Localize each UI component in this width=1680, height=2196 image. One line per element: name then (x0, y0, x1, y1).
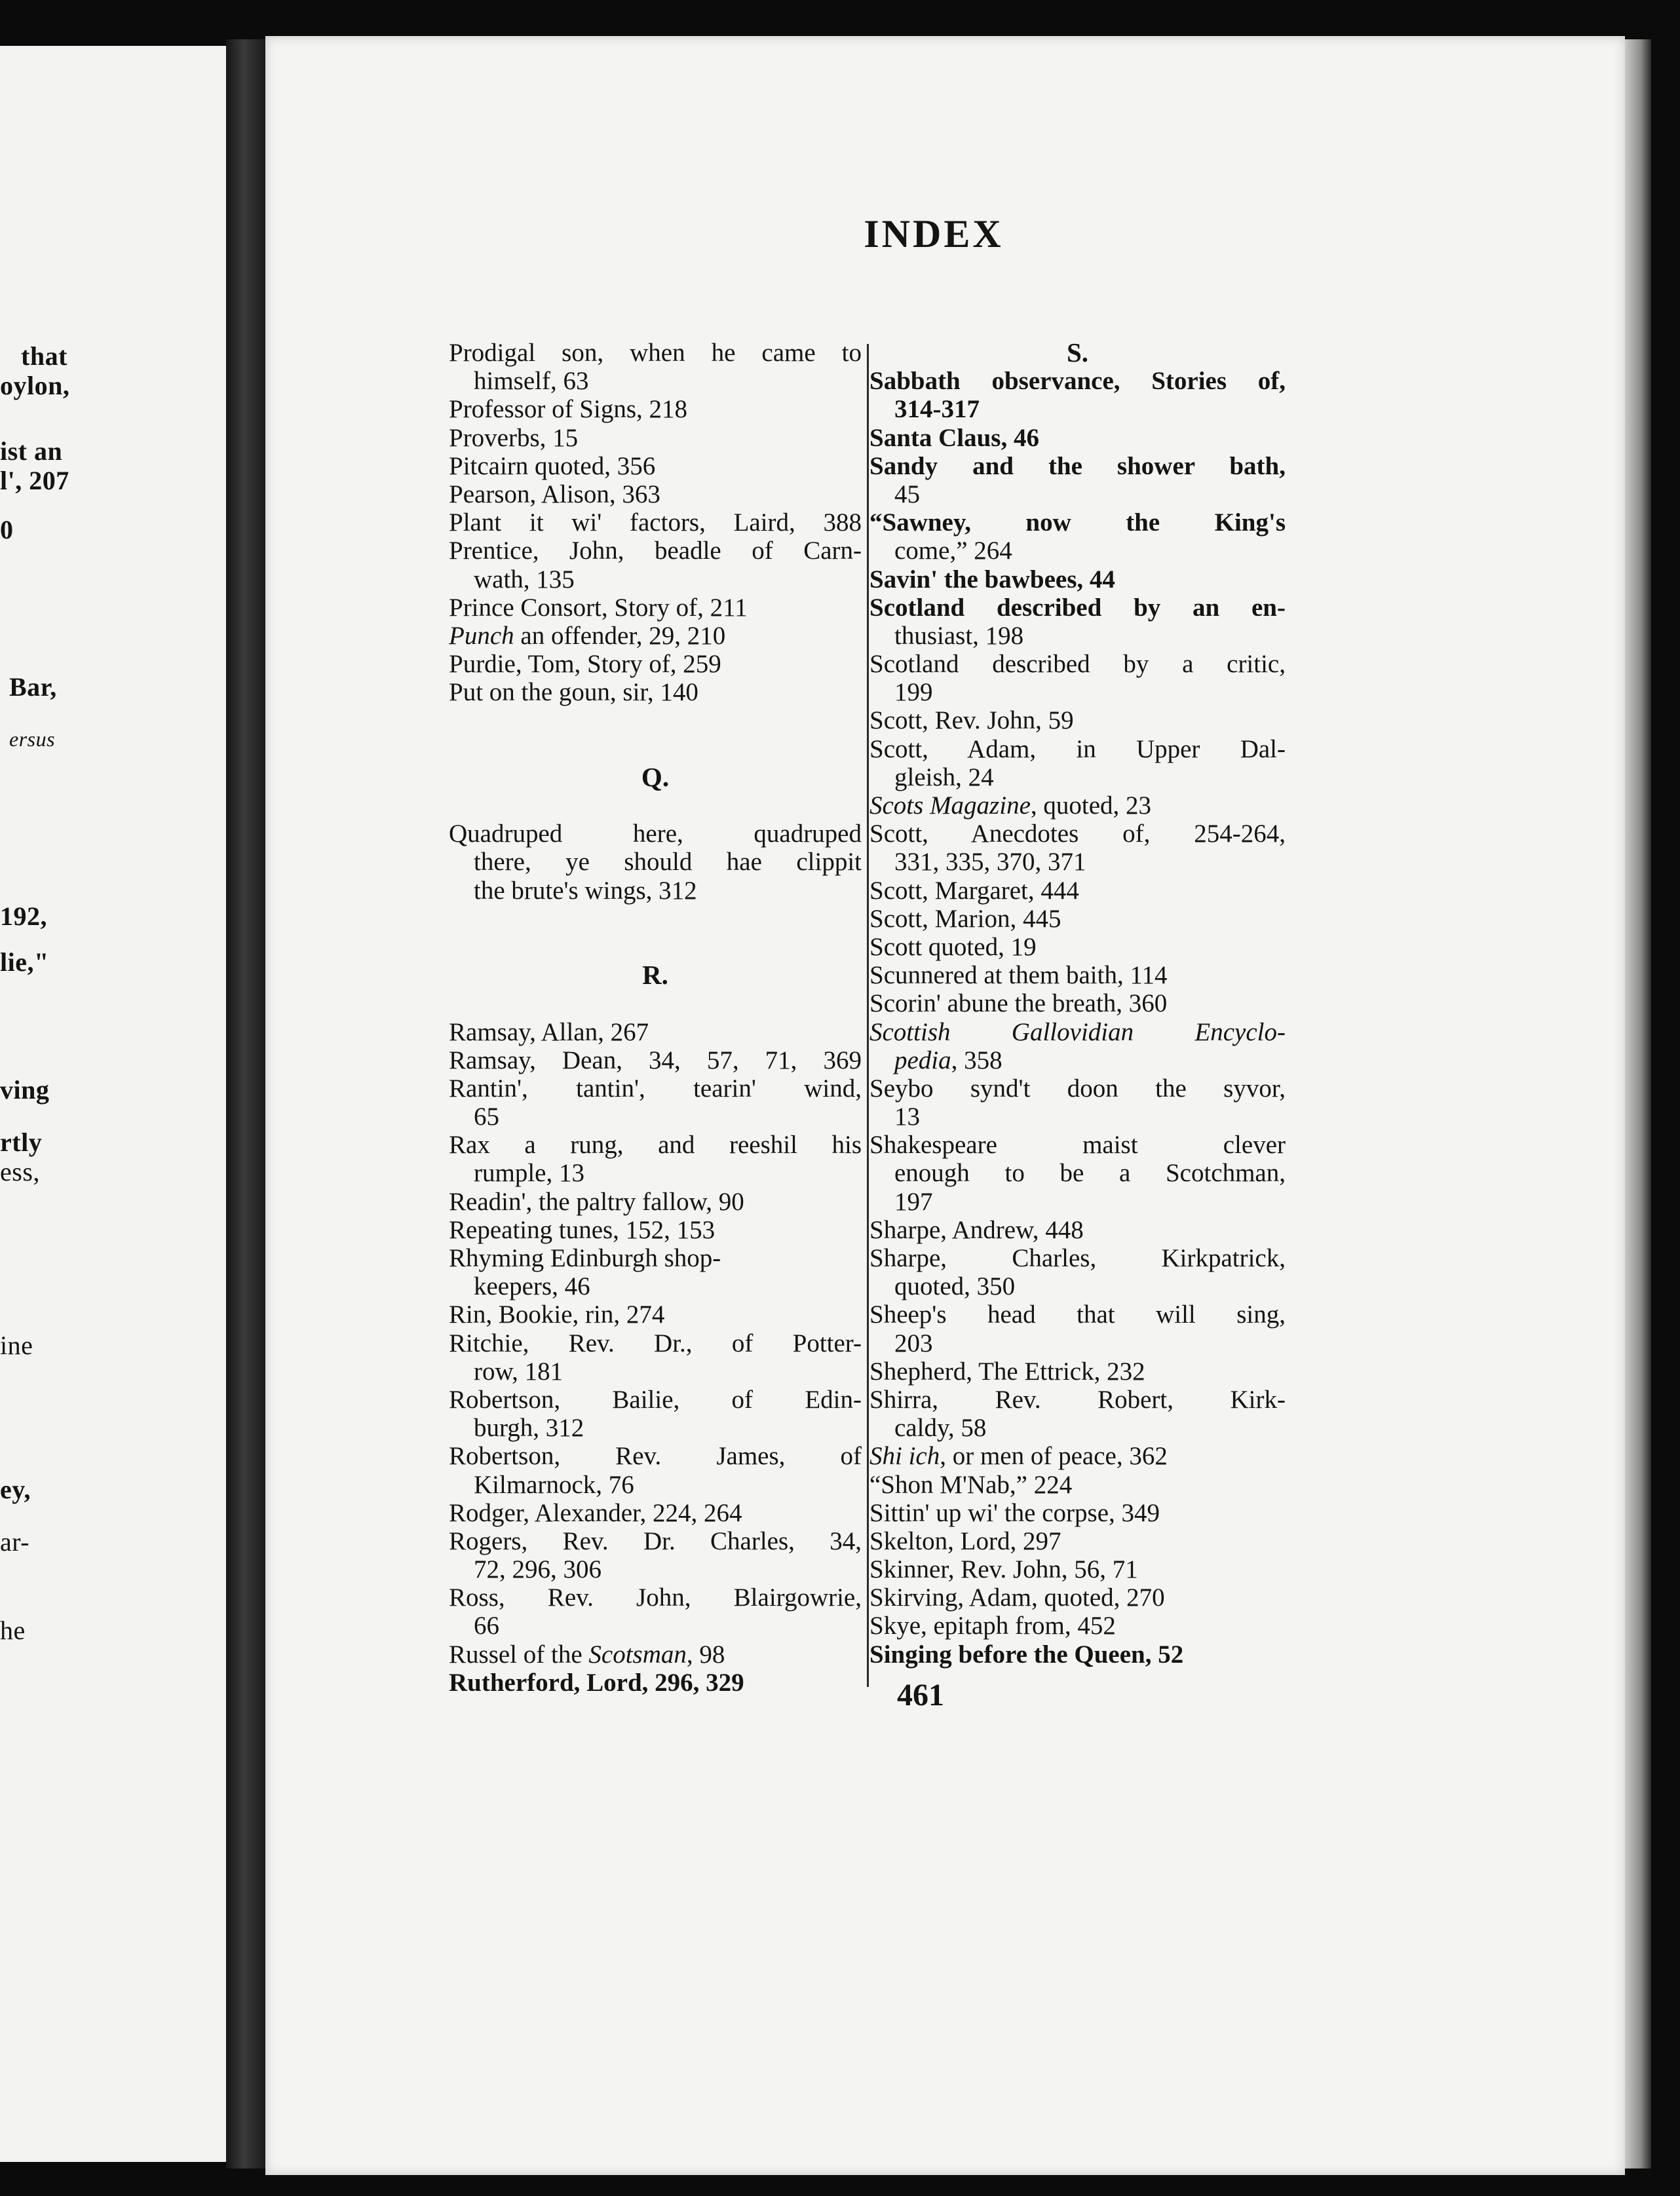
entry-italic-text: Punch (449, 621, 514, 650)
index-entry (449, 452, 862, 480)
index-entry (869, 791, 1286, 820)
entry-text: the brute's wings, 312 (474, 876, 697, 905)
entry-text: Sittin' up wi' the corpse, 349 (869, 1498, 1160, 1527)
entry-text: Pearson, Alison, 363 (449, 480, 660, 508)
section-letter: Q. (641, 761, 670, 792)
index-entry (869, 650, 1286, 678)
entry-text: Robertson, Bailie, of Edin- (449, 1385, 862, 1414)
entry-text: “Sawney, now the King's (869, 508, 1286, 537)
index-entry-continuation (449, 1471, 862, 1499)
index-entry-continuation (869, 1414, 1286, 1442)
facing-page-text: oylon, (0, 371, 70, 400)
index-entry-continuation (449, 877, 862, 905)
index-entry (869, 1555, 1286, 1583)
index-entry (449, 594, 862, 622)
facing-page-fragment (0, 46, 226, 2162)
entry-text: , quoted, 23 (1030, 791, 1152, 820)
entry-text: 197 (894, 1187, 933, 1216)
facing-page-text: ersus (9, 727, 56, 751)
entry-text: row, 181 (474, 1357, 563, 1386)
index-entry-continuation (869, 480, 1286, 508)
entry-italic-text: Shi ich (869, 1442, 940, 1471)
entry-text: Scott, Margaret, 444 (869, 876, 1079, 905)
section-letter: S. (1066, 337, 1089, 368)
entry-text: wath, 135 (474, 565, 575, 594)
entry-italic-text: Scotsman (588, 1640, 687, 1669)
index-entry (449, 480, 862, 508)
entry-text: 331, 335, 370, 371 (894, 848, 1086, 877)
entry-text: Rantin', tantin', tearin' wind, (449, 1074, 862, 1103)
index-entry-continuation (449, 1555, 862, 1583)
index-entry-continuation (869, 763, 1286, 791)
page-edge (1625, 39, 1651, 2168)
facing-page-text: ar- (0, 1527, 30, 1557)
index-entry (869, 1527, 1286, 1555)
entry-text: “Shon M'Nab,” 224 (869, 1470, 1073, 1499)
index-entry (869, 1300, 1286, 1329)
index-entry (869, 905, 1286, 933)
entry-text: Prentice, John, beadle of Carn- (449, 537, 862, 565)
index-entry (869, 424, 1286, 452)
index-entry-continuation (449, 1357, 862, 1386)
facing-page-text: 192, (0, 901, 47, 931)
entry-text: come,” 264 (894, 537, 1012, 565)
facing-page-text: he (0, 1616, 26, 1645)
entry-text: Sharpe, Charles, Kirkpatrick, (869, 1244, 1286, 1272)
entry-text: quoted, 350 (894, 1272, 1016, 1301)
entry-text: 72, 296, 306 (474, 1555, 601, 1584)
index-entry (449, 1329, 862, 1357)
entry-text: Sharpe, Andrew, 448 (869, 1215, 1084, 1244)
facing-page-text: that (21, 341, 67, 371)
entry-text: Professor of Signs, 218 (449, 395, 688, 424)
entry-text: Ross, Rev. John, Blairgowrie, (449, 1583, 862, 1612)
index-entry (449, 622, 862, 650)
entry-text: Scotland described by a critic, (869, 650, 1286, 679)
spacer (449, 706, 862, 734)
entry-text: 65 (474, 1103, 499, 1131)
index-entry (869, 1357, 1286, 1386)
entry-text: 45 (894, 480, 920, 508)
entry-text: Shakespeare maist clever (869, 1131, 1286, 1160)
index-entry-continuation (869, 537, 1286, 565)
index-entry (449, 1046, 862, 1074)
index-entry (869, 565, 1286, 594)
index-entry (869, 877, 1286, 905)
entry-text: Skirving, Adam, quoted, 270 (869, 1583, 1165, 1612)
entry-italic-text: Scots Magazine (869, 791, 1031, 820)
index-entry (869, 933, 1286, 961)
index-entry-continuation (449, 1159, 862, 1187)
index-entry-continuation (449, 1272, 862, 1300)
column-divider (867, 344, 869, 1687)
entry-text: rumple, 13 (474, 1159, 584, 1188)
index-entry (869, 989, 1286, 1017)
index-entry (869, 1386, 1286, 1414)
index-entry (869, 1018, 1286, 1046)
page-number: 461 (897, 1678, 944, 1713)
index-page (265, 36, 1625, 2175)
entry-text: Readin', the paltry fallow, 90 (449, 1187, 744, 1216)
index-entry (869, 1583, 1286, 1612)
spacer (449, 791, 862, 820)
entry-text: Shepherd, The Ettrick, 232 (869, 1357, 1145, 1386)
index-entry (449, 1386, 862, 1414)
entry-text: Scunnered at them baith, 114 (869, 961, 1168, 990)
index-entry (869, 1499, 1286, 1527)
entry-text: Rax a rung, and reeshil his (449, 1131, 862, 1160)
index-entry (449, 650, 862, 678)
index-entry (449, 678, 862, 706)
book-gutter (226, 39, 265, 2168)
facing-page-text: ess, (0, 1157, 40, 1186)
index-entry (869, 1131, 1286, 1159)
facing-page-text: Bar, (9, 672, 57, 702)
entry-text: Sandy and the shower bath, (869, 451, 1286, 480)
spacer (449, 905, 862, 933)
index-entry-continuation (449, 1612, 862, 1640)
index-entry (869, 594, 1286, 622)
index-entry-continuation (869, 395, 1286, 423)
index-entry-continuation (869, 1188, 1286, 1216)
entry-text: Robertson, Rev. James, of (449, 1442, 862, 1471)
entry-text: Santa Claus, 46 (869, 423, 1039, 452)
entry-text: caldy, 58 (894, 1414, 987, 1443)
spacer (449, 989, 862, 1017)
index-column-left (449, 339, 862, 1697)
section-letter: R. (642, 960, 668, 991)
entry-text: Scotland described by an en- (869, 593, 1286, 622)
index-entry (449, 424, 862, 452)
entry-italic-text: Scottish Gallovidian Encyclo- (869, 1017, 1286, 1046)
entry-text: Scott, Anecdotes of, 254-264, (869, 820, 1286, 848)
entry-text: Put on the goun, sir, 140 (449, 678, 698, 707)
index-entry-continuation (449, 1414, 862, 1442)
entry-text: Rogers, Rev. Dr. Charles, 34, (449, 1526, 862, 1555)
entry-text: Sabbath observance, Stories of, (869, 367, 1286, 396)
entry-text: Prodigal son, when he came to (449, 339, 862, 367)
index-entry (869, 735, 1286, 763)
entry-text: Skye, epitaph from, 452 (869, 1612, 1116, 1640)
index-entry (449, 1640, 862, 1669)
entry-text: Prince Consort, Story of, 211 (449, 593, 748, 622)
entry-text: Skinner, Rev. John, 56, 71 (869, 1555, 1138, 1584)
index-entry (869, 508, 1286, 537)
entry-text: 199 (894, 678, 933, 707)
index-entry (869, 1442, 1286, 1470)
entry-text: Skelton, Lord, 297 (869, 1526, 1061, 1555)
entry-text: Purdie, Tom, Story of, 259 (449, 650, 721, 679)
entry-text: an offender, 29, 210 (514, 621, 726, 650)
entry-text: 203 (894, 1329, 933, 1357)
entry-text: Plant it wi' factors, Laird, 388 (449, 508, 862, 537)
entry-text: keepers, 46 (474, 1272, 590, 1301)
entry-text: himself, 63 (474, 367, 589, 396)
index-entry (449, 1188, 862, 1216)
index-entry-continuation (869, 1103, 1286, 1131)
index-entry-continuation (869, 622, 1286, 650)
index-entry (869, 820, 1286, 848)
entry-text: Rhyming Edinburgh shop- (449, 1244, 721, 1272)
entry-text: Rutherford, Lord, 296, 329 (449, 1668, 744, 1697)
entry-text: , 98 (686, 1640, 725, 1669)
entry-text: enough to be a Scotchman, (894, 1159, 1286, 1188)
entry-text: 66 (474, 1612, 499, 1640)
entry-text: Pitcairn quoted, 356 (449, 451, 656, 480)
index-entry (869, 452, 1286, 480)
entry-text: there, ye should hae clippit (474, 848, 862, 877)
entry-text: Seybo synd't doon the syvor, (869, 1074, 1286, 1103)
entry-text: Rin, Bookie, rin, 274 (449, 1300, 665, 1329)
index-entry (869, 1471, 1286, 1499)
facing-page-text: rtly (0, 1127, 43, 1157)
index-entry (869, 961, 1286, 989)
index-entry (869, 1612, 1286, 1640)
entry-text: Scott, Marion, 445 (869, 904, 1061, 933)
index-entry (449, 1442, 862, 1470)
index-entry (449, 1499, 862, 1527)
entry-italic-text: pedia (894, 1046, 951, 1074)
facing-page-text: ist an (0, 436, 63, 466)
entry-text: Scott, Adam, in Upper Dal- (869, 734, 1286, 763)
index-entry (449, 508, 862, 537)
index-column-right (869, 339, 1286, 1669)
index-entry (449, 537, 862, 565)
entry-text: burgh, 312 (474, 1414, 584, 1443)
index-entry-continuation (869, 1329, 1286, 1357)
facing-page-text: lie," (0, 947, 49, 977)
index-entry (449, 1216, 862, 1244)
index-entry (449, 1244, 862, 1272)
entry-text: , or men of peace, 362 (940, 1442, 1168, 1471)
spacer (449, 933, 862, 961)
facing-page-text: ine (0, 1331, 33, 1360)
entry-text: , 358 (951, 1046, 1002, 1074)
index-entry (869, 706, 1286, 734)
entry-text: thusiast, 198 (894, 621, 1024, 650)
entry-text: Savin' the bawbees, 44 (869, 565, 1115, 594)
entry-text: Ramsay, Dean, 34, 57, 71, 369 (449, 1046, 862, 1074)
entry-text: Sheep's head that will sing, (869, 1300, 1286, 1329)
index-entry-continuation (449, 848, 862, 876)
entry-text: Proverbs, 15 (449, 423, 579, 452)
index-entry (449, 1527, 862, 1555)
index-entry-continuation (869, 848, 1286, 876)
index-entry (449, 395, 862, 423)
index-entry (449, 820, 862, 848)
entry-text: Ramsay, Allan, 267 (449, 1017, 649, 1046)
entry-text: Quadruped here, quadruped (449, 820, 862, 848)
index-entry (869, 1216, 1286, 1244)
spacer (449, 735, 862, 763)
page-title: INDEX (864, 212, 1004, 256)
facing-page-text: ving (0, 1075, 50, 1105)
facing-page-text: ey, (0, 1475, 31, 1504)
index-entry-continuation (869, 1046, 1286, 1074)
index-entry (449, 1074, 862, 1103)
entry-text: 13 (894, 1103, 920, 1131)
index-entry-continuation (449, 565, 862, 594)
index-entry (449, 339, 862, 367)
index-entry (869, 1074, 1286, 1103)
entry-text: Shirra, Rev. Robert, Kirk- (869, 1385, 1286, 1414)
facing-page-text: l', 207 (0, 466, 69, 495)
entry-text: 314-317 (894, 395, 980, 424)
index-entry (449, 1131, 862, 1159)
entry-text: Ritchie, Rev. Dr., of Potter- (449, 1329, 862, 1357)
index-entry (869, 1244, 1286, 1272)
index-entry (449, 1018, 862, 1046)
entry-text: Rodger, Alexander, 224, 264 (449, 1498, 742, 1527)
entry-text: Kilmarnock, 76 (474, 1470, 634, 1499)
index-entry (449, 1583, 862, 1612)
index-entry (449, 1300, 862, 1329)
index-entry-continuation (869, 1272, 1286, 1300)
index-entry-continuation (449, 367, 862, 395)
index-entry-continuation (449, 1103, 862, 1131)
index-entry (869, 1640, 1286, 1669)
entry-text: Scott, Rev. John, 59 (869, 706, 1074, 735)
index-entry-continuation (869, 1159, 1286, 1187)
entry-text: gleish, 24 (894, 763, 994, 791)
entry-text: Russel of the (449, 1640, 589, 1669)
index-entry (869, 367, 1286, 395)
index-entry-continuation (869, 678, 1286, 706)
entry-text: Scorin' abune the breath, 360 (869, 989, 1168, 1018)
facing-page-text: 0 (0, 515, 14, 544)
entry-text: Scott quoted, 19 (869, 932, 1037, 961)
entry-text: Singing before the Queen, 52 (869, 1640, 1184, 1669)
entry-text: Repeating tunes, 152, 153 (449, 1215, 716, 1244)
